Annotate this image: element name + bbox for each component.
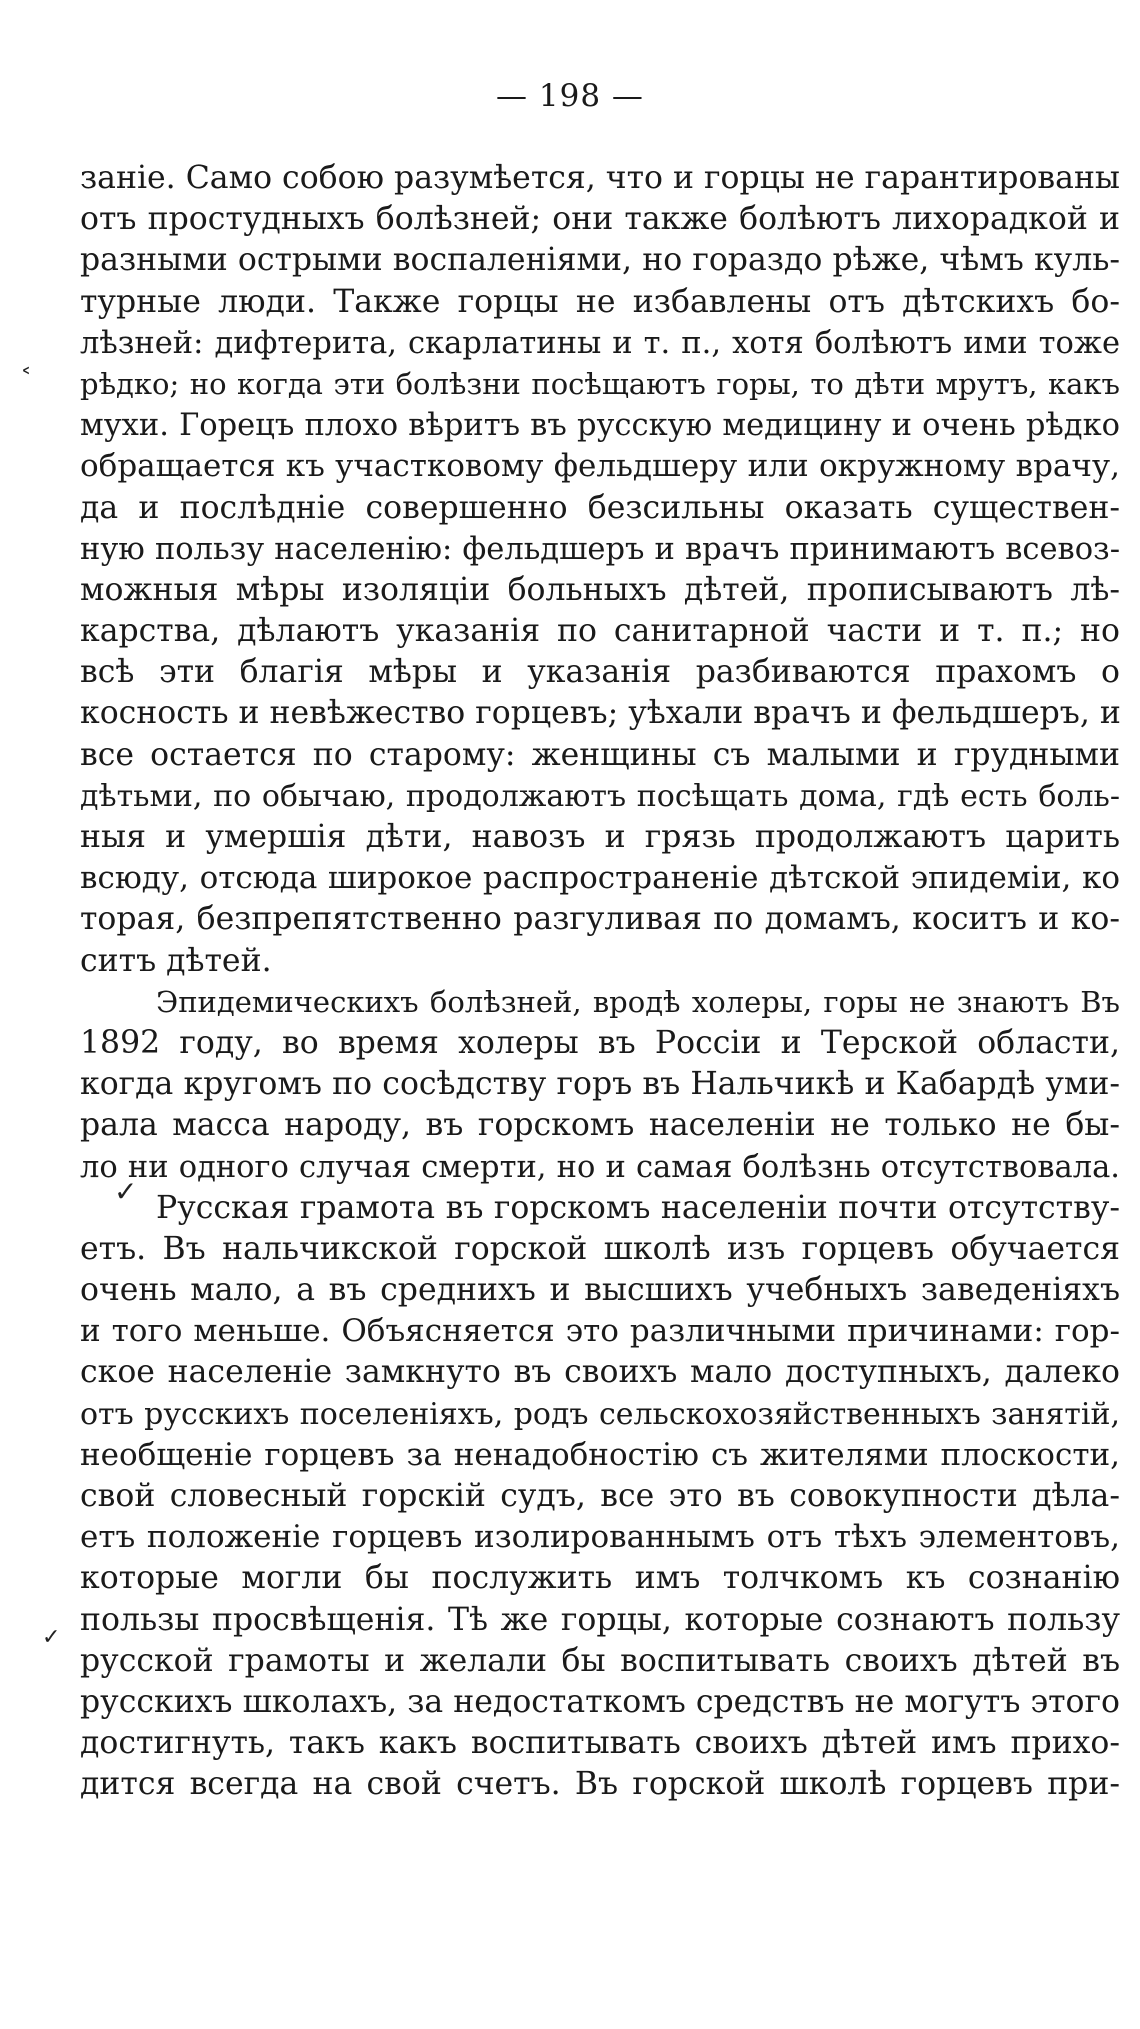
- paragraph: [80, 158, 1120, 982]
- text-line: можныя мѣры изоляціи больныхъ дѣтей, прописываютъ лѣ-: [80, 571, 1120, 608]
- text-line: русскихъ школахъ, за недостаткомъ средствъ не могутъ этого: [80, 1683, 1120, 1720]
- text-line: отъ простудныхъ болѣзней; они также болѣютъ лихорадкой и: [80, 201, 1120, 238]
- text-line: разными острыми воспаленіями, но гораздо рѣже, чѣмъ куль-: [80, 242, 1120, 279]
- paragraph: [80, 982, 1120, 1188]
- text-line: отъ русскихъ поселеніяхъ, родъ сельскохозяйственныхъ занятій,: [80, 1396, 1120, 1432]
- text-line: заніе. Само собою разумѣется, что и горцы не гарантированы: [80, 160, 1121, 196]
- text-line: 1892 году, во время холеры въ Россіи и Терской области,: [80, 1024, 1120, 1061]
- text-line: и того меньше. Объясняется это различными причинами: гор-: [80, 1313, 1120, 1350]
- text-line: пользы просвѣщенія. Тѣ же горцы, которые сознаютъ пользу: [80, 1601, 1120, 1638]
- text-line: дѣтьми, по обычаю, продолжаютъ посѣщать дома, гдѣ есть боль-: [80, 778, 1120, 814]
- page-number: — 198 —: [496, 78, 644, 114]
- text-line: Русская грамота въ горскомъ населеніи почти отсутству-: [156, 1189, 1120, 1226]
- text-line: все остается по старому: женщины съ малыми и грудными: [80, 736, 1120, 773]
- text-line: ситъ дѣтей.: [80, 942, 272, 979]
- paragraph: [80, 1188, 1120, 1806]
- text-line: дится всегда на свой счетъ. Въ горской школѣ горцевъ при-: [80, 1766, 1120, 1803]
- text-line: русской грамоты и желали бы воспитывать своихъ дѣтей въ: [80, 1642, 1120, 1679]
- text-line: когда кругомъ по сосѣдству горъ въ Нальчикѣ и Кабардѣ уми-: [80, 1066, 1120, 1103]
- text-line: необщеніе горцевъ за ненадобностію съ жителями плоскости,: [80, 1436, 1120, 1473]
- text-line: достигнуть, такъ какъ воспитывать своихъ дѣтей имъ прихо-: [80, 1725, 1120, 1762]
- text-line: карства, дѣлаютъ указанія по санитарной части и т. п.; но: [80, 613, 1120, 650]
- margin-mark: ˂: [20, 365, 32, 393]
- margin-checkmark: ✓: [42, 1625, 61, 1650]
- text-line: лѣзней: дифтерита, скарлатины и т. п., хотя болѣютъ ими тоже: [80, 325, 1120, 361]
- text-line: Эпидемическихъ болѣзней, вродѣ холеры, горы не знаютъ Въ: [156, 984, 1120, 1019]
- text-line: ское населеніе замкнуто въ своихъ мало доступныхъ, далеко: [80, 1354, 1120, 1391]
- text-line: всюду, отсюда широкое распространеніе дѣтской эпидеміи, ко: [80, 860, 1120, 897]
- text-line: косность и невѣжество горцевъ; уѣхали врачъ и фельдшеръ, и: [80, 695, 1121, 732]
- text-line: ныя и умершія дѣти, навозъ и грязь продолжаютъ царить: [80, 819, 1120, 855]
- text-line: ло ни одного случая смерти, но и самая болѣзнь отсутствовала.: [80, 1149, 1120, 1185]
- text-line: которые могли бы послужить имъ толчкомъ къ сознанію: [80, 1560, 1120, 1597]
- text-line: рала масса народу, въ горскомъ населеніи не только не бы-: [80, 1107, 1120, 1144]
- text-line: всѣ эти благія мѣры и указанія разбиваются прахомъ о: [80, 654, 1120, 691]
- text-line: очень мало, а въ среднихъ и высшихъ учебныхъ заведеніяхъ: [80, 1272, 1120, 1309]
- text-line: торая, безпрепятственно разгуливая по домамъ, коситъ и ко-: [80, 901, 1120, 938]
- text-line: обращается къ участковому фельдшеру или окружному врачу,: [80, 448, 1120, 485]
- margin-checkmark: ✓: [114, 1175, 138, 1208]
- text-line: свой словесный горскій судъ, все это въ совокупности дѣла-: [80, 1478, 1120, 1514]
- text-line: да и послѣдніе совершенно безсильны оказать существен-: [80, 489, 1120, 526]
- text-line: етъ положеніе горцевъ изолированнымъ отъ тѣхъ элементовъ,: [80, 1519, 1120, 1556]
- text-line: мухи. Горецъ плохо вѣритъ въ русскую медицину и очень рѣдко: [80, 408, 1120, 444]
- text-line: рѣдко; но когда эти болѣзни посѣщаютъ горы, то дѣти мрутъ, какъ: [80, 366, 1120, 401]
- text-line: ную пользу населенію: фельдшеръ и врачъ принимаютъ всевоз-: [80, 531, 1120, 567]
- text-line: турные люди. Также горцы не избавлены отъ дѣтскихъ бо-: [80, 283, 1120, 320]
- body-text: [80, 158, 1120, 1806]
- text-line: етъ. Въ нальчикской горской школѣ изъ горцевъ обучается: [80, 1230, 1120, 1267]
